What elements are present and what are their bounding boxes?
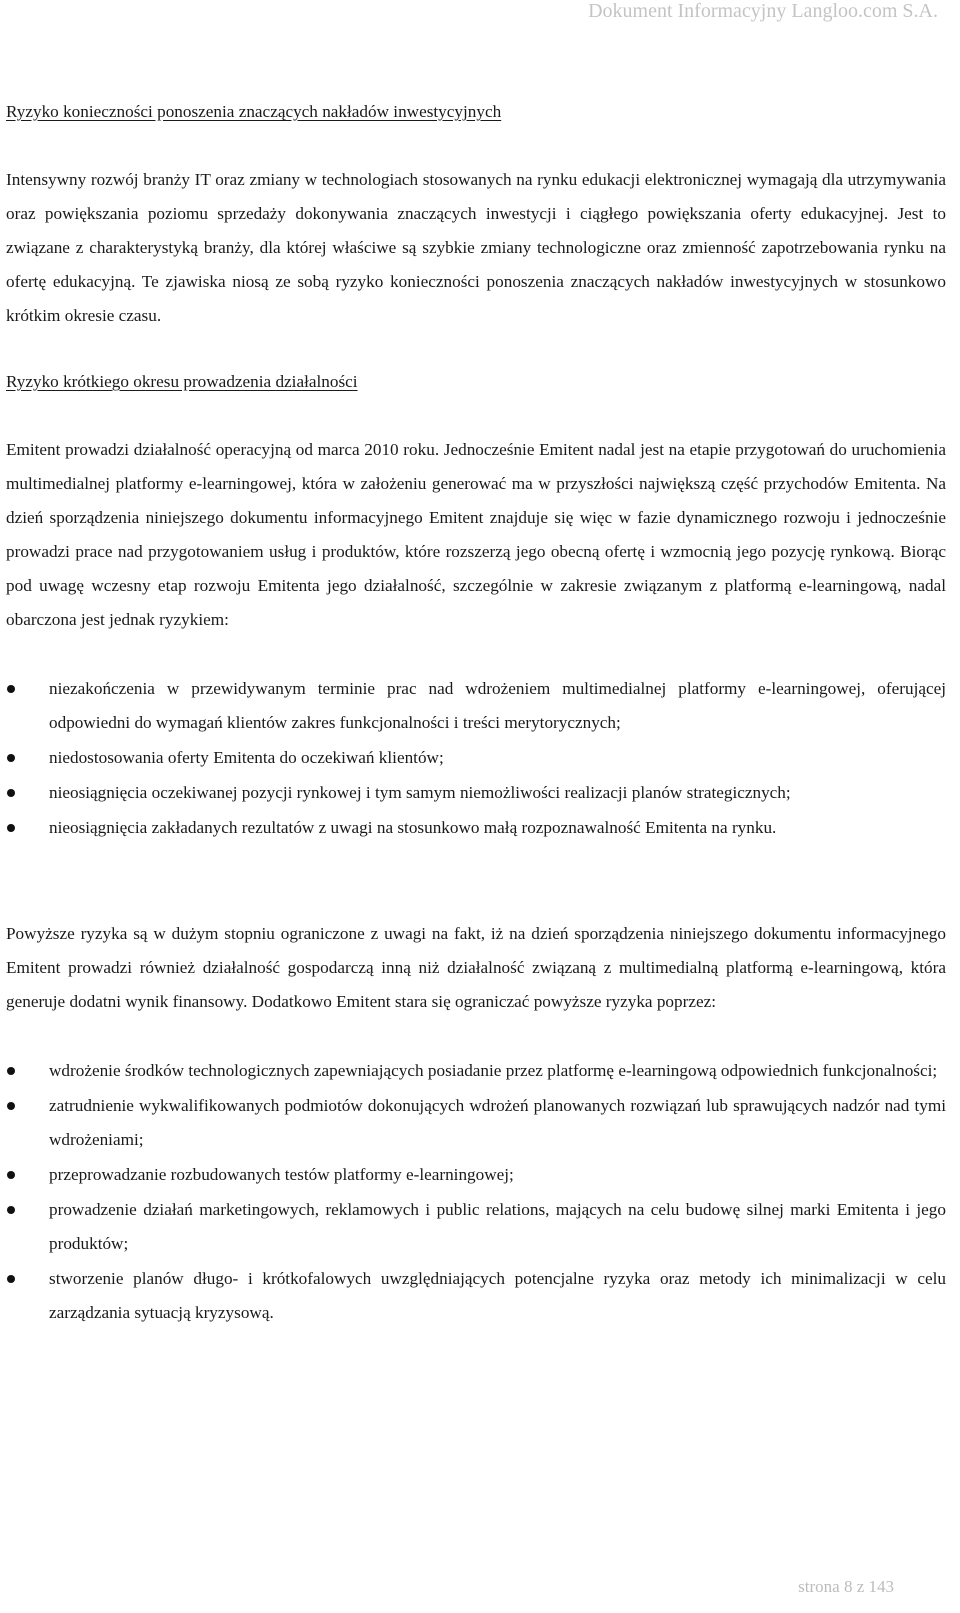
paragraph-investment-risk: Intensywny rozwój branży IT oraz zmiany w technologiach stosowanych na rynku edukacji elektronicznej wymagają dla utrzymywania oraz powiększania poziomu sprzedaży dokonywania znaczących inwestycji i ciągłego powiększania oferty edukacyjnej. Jest to związane z charakterystyką branży, dla której właściwe są szybkie zmiany technologiczne oraz zmienność zapotrzebowania rynku na ofertę edukacyjną. Te zjawiska niosą ze sobą ryzyko konieczności ponoszenia znaczących nakładów inwestycyjnych w stosunkowo krótkim okresie czasu. [6,170,946,325]
list-item [6,1158,946,1192]
page-number: strona 8 z 143 [798,1577,894,1596]
list-item [6,1193,946,1261]
bullet-icon [7,754,15,762]
bullet-icon [7,824,15,832]
list-item-text: wdrożenie środków technologicznych zapewniających posiadanie przez platformę e-learningową odpowiednich funkcjonalności; [49,1061,938,1080]
list-item-text: przeprowadzanie rozbudowanych testów platformy e-learningowej; [49,1165,514,1184]
list-item [6,1262,946,1330]
paragraph-short-operating-period: Emitent prowadzi działalność operacyjną od marca 2010 roku. Jednocześnie Emitent nadal jest na etapie przygotowań do uruchomienia multimedialnej platformy e-learningowej, która w założeniu generować ma w przyszłości największą część przychodów Emitenta. Na dzień sporządzenia niniejszego dokumentu informacyjnego Emitent znajduje się więc w fazie dynamicznego rozwoju i jednocześnie prowadzi prace nad przygotowaniem usług i produktów, które rozszerzą jego obecną ofertę i wzmocnią jego pozycję rynkową. Biorąc pod uwagę wczesny etap rozwoju Emitenta jego działalność, szczególnie w zakresie związanym z platformą e-learningową, nadal obarczona jest jednak ryzykiem: [6,440,946,629]
list-item-text: stworzenie planów długo- i krótkofalowych uwzględniających potencjalne ryzyka oraz metody ich minimalizacji w celu zarządzania sytuacją kryzysową. [49,1269,946,1322]
risk-bullet-list [6,672,946,846]
list-item-text: niedostosowania oferty Emitenta do oczekiwań klientów; [49,748,444,767]
list-item [6,672,946,740]
list-item [6,1089,946,1157]
list-item-text: zatrudnienie wykwalifikowanych podmiotów dokonujących wdrożeń planowanych rozwiązań lub sprawujących nadzór nad tymi wdrożeniami; [49,1096,946,1149]
bullet-icon [7,1102,15,1110]
bullet-icon [7,789,15,797]
mitigation-bullet-list [6,1054,946,1331]
bullet-icon [7,1067,15,1075]
bullet-icon [7,1171,15,1179]
bullet-icon [7,1206,15,1214]
list-item-text: nieosiągnięcia zakładanych rezultatów z uwagi na stosunkowo małą rozpoznawalność Emitenta na rynku. [49,818,777,837]
bullet-icon [7,1275,15,1283]
section-heading-short-operating-period: Ryzyko krótkiego okresu prowadzenia działalności [6,372,358,391]
paragraph-risk-mitigation: Powyższe ryzyka są w dużym stopniu ograniczone z uwagi na fakt, iż na dzień sporządzenia niniejszego dokumentu informacyjnego Emitent prowadzi również działalność gospodarczą inną niż działalność związaną z multimedialną platformą e-learningową, która generuje dodatni wynik finansowy. Dodatkowo Emitent stara się ograniczać powyższe ryzyka poprzez: [6,924,946,1011]
list-item-text: niezakończenia w przewidywanym terminie prac nad wdrożeniem multimedialnej platformy e-learningowej, oferującej odpowiedni do wymagań klientów zakres funkcjonalności i treści merytorycznych; [49,679,946,732]
list-item [6,811,946,845]
list-item [6,741,946,775]
list-item [6,776,946,810]
running-header: Dokument Informacyjny Langloo.com S.A. [588,0,938,22]
list-item-text: nieosiągnięcia oczekiwanej pozycji rynkowej i tym samym niemożliwości realizacji planów strategicznych; [49,783,791,802]
bullet-icon [7,685,15,693]
list-item-text: prowadzenie działań marketingowych, reklamowych i public relations, mających na celu budowę silnej marki Emitenta i jego produktów; [49,1200,946,1253]
section-heading-investment-risk: Ryzyko konieczności ponoszenia znaczących nakładów inwestycyjnych [6,102,502,121]
list-item [6,1054,946,1088]
